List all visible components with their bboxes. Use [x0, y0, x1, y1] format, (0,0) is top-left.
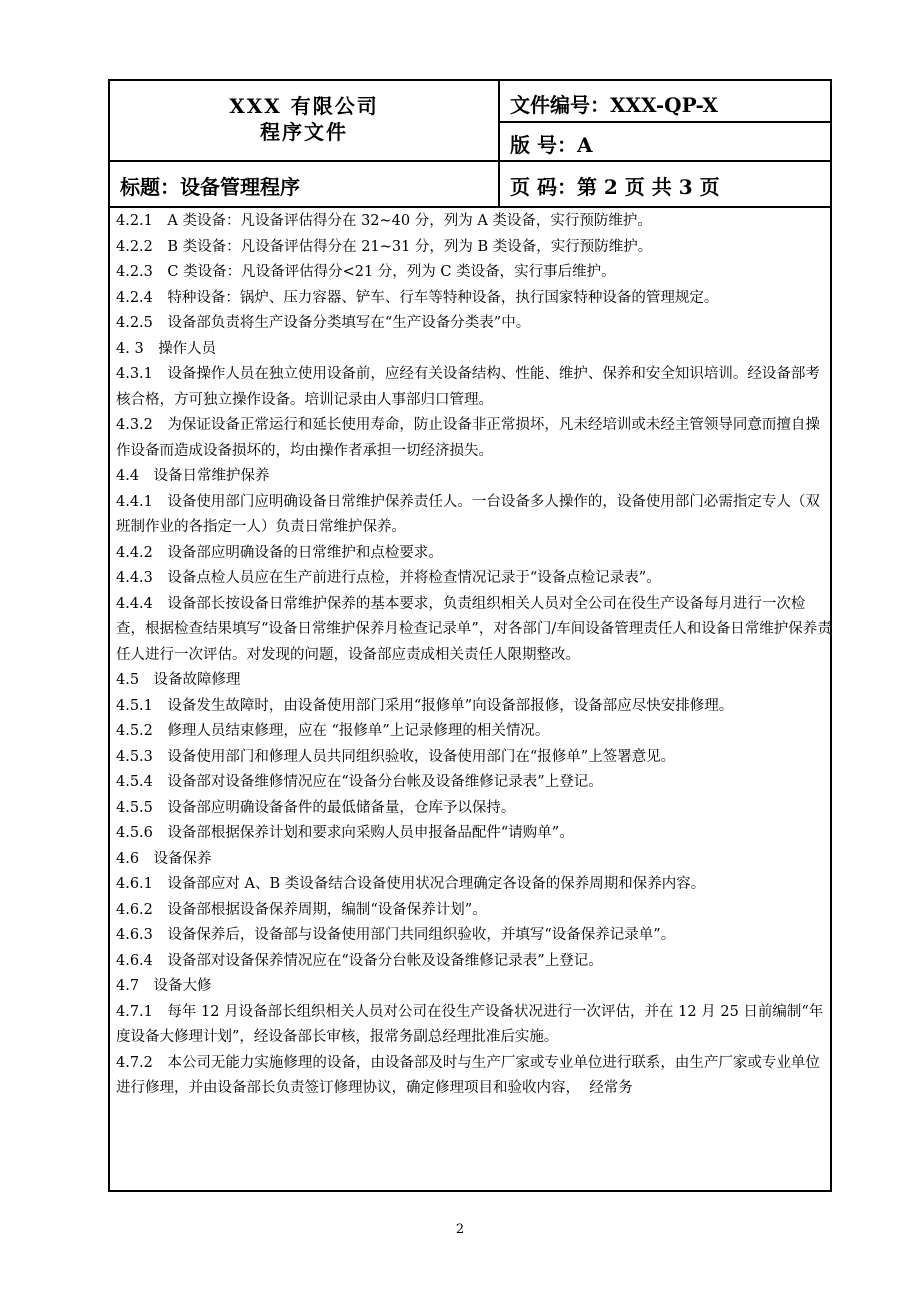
doc-number-label: 文件编号：: [510, 93, 610, 117]
paragraph: 4.2.4 特种设备：锅炉、压力容器、铲车、行车等特种设备，执行国家特种设备的管理规定。: [116, 289, 719, 306]
doc-title: [120, 171, 300, 200]
page-number: 2: [455, 1222, 465, 1237]
paragraph: 4.6.3 设备保养后，设备部与设备使用部门共同组织验收，并填写“设备保养记录单”。: [116, 927, 676, 943]
company-line-2: 程序文件: [260, 120, 348, 144]
company-line-1: XXX 有限公司: [229, 94, 379, 118]
paragraph: 4.5.1 设备发生故障时，由设备使用部门采用“报修单”向设备部报修，设备部应尽快安排修理。: [116, 697, 734, 714]
paragraph: 4.6.1 设备部应对 A、B 类设备结合设备使用状况合理确定各设备的保养周期和保养内容。: [116, 876, 706, 892]
section-heading: 4.5 设备故障修理: [116, 672, 241, 688]
page-value: 第 2 页 共 3 页: [576, 175, 720, 199]
company-name: [110, 93, 498, 145]
paragraph: 4.2.1 A 类设备：凡设备评估得分在 32~40 分，列为 A 类设备，实行预防维护。: [116, 213, 652, 229]
section-heading: 4.4 设备日常维护保养: [116, 468, 270, 484]
paragraph: 4.4.1 设备使用部门应明确设备日常维护保养责任人。一台设备多人操作的，设备使用部门必需指定专人（双班制作业的各指定一人）负责日常维护保养。: [116, 493, 820, 535]
doc-number: [510, 89, 718, 118]
document-frame: [108, 79, 832, 1192]
paragraph: 4.5.4 设备部对设备维修情况应在“设备分台帐及设备维修记录表”上登记。: [116, 774, 603, 790]
paragraph: 4.4.4 设备部长按设备日常维护保养的基本要求，负责组织相关人员对全公司在役生产设备每月进行一次检查，根据检查结果填写“设备日常维护保养月检查记录单”，对各部门/车间设备管理责任人和设备日常维护保养责任人进行一次评估。对发现的问题，设备部应责成相关责任人限期整改。: [116, 595, 832, 663]
page-info: [510, 171, 720, 200]
title-value: 设备管理程序: [180, 175, 300, 199]
doc-number-value: XXX-QP-X: [610, 93, 718, 117]
header-divider-bottom: [110, 206, 830, 208]
section-heading: 4. 3 操作人员: [116, 340, 217, 357]
header-divider-vertical: [498, 81, 500, 208]
paragraph: 4.2.2 B 类设备：凡设备评估得分在 21~31 分，列为 B 类设备，实行预防维护。: [116, 238, 653, 255]
paragraph: 4.3.2 为保证设备正常运行和延长使用寿命，防止设备非正常损坏，凡未经培训或未经主管领导同意而擅自操作设备而造成设备损坏的，均由操作者承担一切经济损失。: [116, 417, 820, 459]
paragraph: 4.5.6 设备部根据保养计划和要求向采购人员申报备品配件“请购单”。: [116, 825, 574, 841]
version-label: 版 号：: [510, 133, 577, 157]
paragraph: 4.5.3 设备使用部门和修理人员共同组织验收，设备使用部门在“报修单”上签署意见。: [116, 748, 676, 765]
section-heading: 4.6 设备保养: [116, 850, 212, 867]
paragraph: 4.4.2 设备部应明确设备的日常维护和点检要求。: [116, 544, 443, 561]
section-heading: 4.7 设备大修: [116, 978, 212, 994]
paragraph: 4.5.2 修理人员结束修理，应在 “报修单”上记录修理的相关情况。: [116, 723, 550, 739]
paragraph: 4.3.1 设备操作人员在独立使用设备前，应经有关设备结构、性能、维护、保养和安全知识培训。经设备部考核合格，方可独立操作设备。培训记录由人事部归口管理。: [116, 366, 820, 408]
paragraph: 4.5.5 设备部应明确设备备件的最低储备量，仓库予以保持。: [116, 799, 516, 816]
paragraph: 4.4.3 设备点检人员应在生产前进行点检，并将检查情况记录于“设备点检记录表”。: [116, 570, 661, 586]
title-label: 标题：: [120, 175, 180, 199]
paragraph: 4.6.4 设备部对设备保养情况应在“设备分台帐及设备维修记录表”上登记。: [116, 952, 603, 969]
paragraph: 4.2.5 设备部负责将生产设备分类填写在“生产设备分类表”中。: [116, 315, 531, 331]
paragraph: 4.7.2 本公司无能力实施修理的设备，由设备部及时与生产厂家或专业单位进行联系，由生产厂家或专业单位进行修理，并由设备部长负责签订修理协议，确定修理项目和验收内容， 经常务: [116, 1054, 820, 1096]
page-label: 页 码：: [510, 175, 577, 199]
paragraph: 4.2.3 C 类设备：凡设备评估得分<21 分，列为 C 类设备，实行事后维护。: [116, 264, 616, 280]
paragraph: 4.6.2 设备部根据设备保养周期，编制“设备保养计划”。: [116, 901, 487, 918]
header-divider-right-1: [500, 121, 830, 123]
body-text: [116, 209, 832, 1102]
header-divider-middle: [110, 160, 830, 162]
header-table: [110, 81, 830, 208]
version-value: A: [576, 133, 593, 157]
version: [510, 129, 593, 158]
paragraph: 4.7.1 每年 12 月设备部长组织相关人员对公司在役生产设备状况进行一次评估，并在 12 月 25 日前编制“年度设备大修理计划”，经设备部长审核，报常务副总经理批准后实施。: [116, 1003, 824, 1045]
